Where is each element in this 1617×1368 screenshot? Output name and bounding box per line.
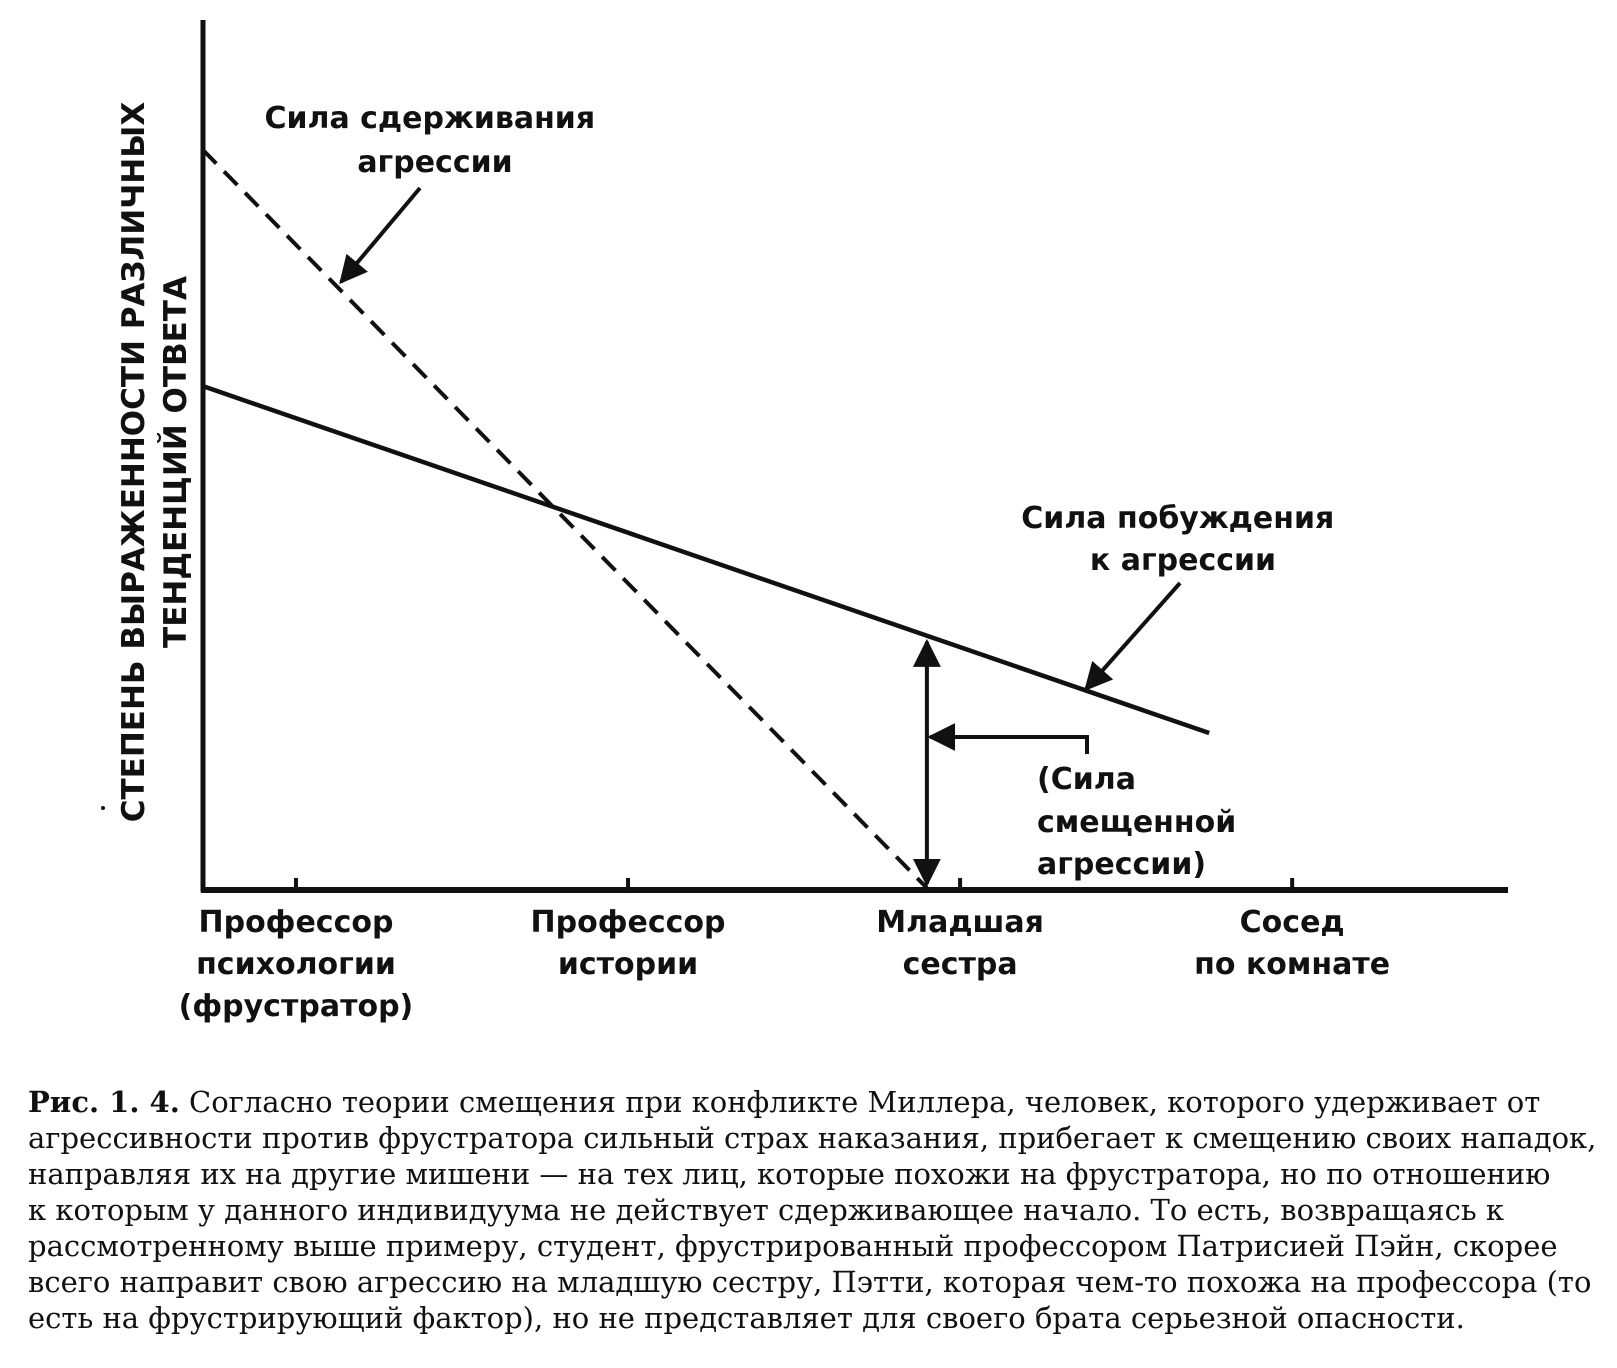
caption-line: всего направит свою агрессию на младшую сестру, Пэтти, которая чем-то похожа на профессора (то (28, 1265, 1592, 1299)
print-dot (101, 806, 105, 810)
y-axis-title-line-1: СТЕПЕНЬ ВЫРАЖЕННОСТИ РАЗЛИЧНЫХ (116, 101, 152, 823)
category-label (1194, 905, 1390, 982)
restraint-label: Сила сдерживания агрессии (264, 101, 596, 180)
category-label-line: истории (557, 947, 699, 982)
caption-line: есть на фрустрирующий фактор), но не представляет для своего брата серьезной опасности. (28, 1301, 1465, 1335)
series-line-restraint (203, 150, 927, 888)
category-label-line: психологии (196, 947, 396, 982)
caption-line: Рис. 1. 4. Согласно теории смещения при конфликте Миллера, человек, которого удерживает от (28, 1085, 1541, 1119)
caption-line: агрессивности против фрустратора сильный страх наказания, прибегает к смещению своих нападок, (28, 1121, 1597, 1155)
category-label-line: Профессор (198, 905, 394, 940)
caption-line: к которым у данного индивидуума не действует сдерживающее начало. То есть, возвращаясь к (28, 1193, 1504, 1227)
category-labels (179, 905, 1390, 1024)
y-axis-title-line-2: ТЕНДЕНЦИЙ ОТВЕТА (158, 276, 194, 648)
displaced-pointer (930, 737, 1087, 754)
category-label-line: Сосед (1239, 905, 1345, 940)
category-label-line: по комнате (1194, 947, 1391, 982)
category-label (876, 905, 1044, 982)
displaced-label: (Сила смещенной агрессии) (1037, 762, 1237, 882)
figure-caption (28, 1084, 1597, 1336)
restraint-arrow (341, 188, 420, 282)
category-label-line: Профессор (530, 905, 726, 940)
drive-arrow (1086, 583, 1180, 689)
drive-label: Сила побуждения к агрессии (1021, 501, 1335, 578)
category-label-line: (фрустратор) (178, 989, 414, 1024)
category-label-line: сестра (902, 947, 1018, 982)
category-label (179, 905, 414, 1024)
category-label-line: Младшая (876, 905, 1044, 940)
category-label (531, 905, 726, 982)
series-line-drive (203, 386, 1209, 733)
caption-line: направляя их на другие мишени — на тех лиц, которые похожи на фрустратора, но по отношению (28, 1157, 1551, 1191)
caption-line: рассмотренному выше примеру, студент, фрустрированный профессором Патрисией Пэйн, скорее (28, 1229, 1558, 1263)
caption-figure-number: Рис. 1. 4. (28, 1085, 180, 1119)
